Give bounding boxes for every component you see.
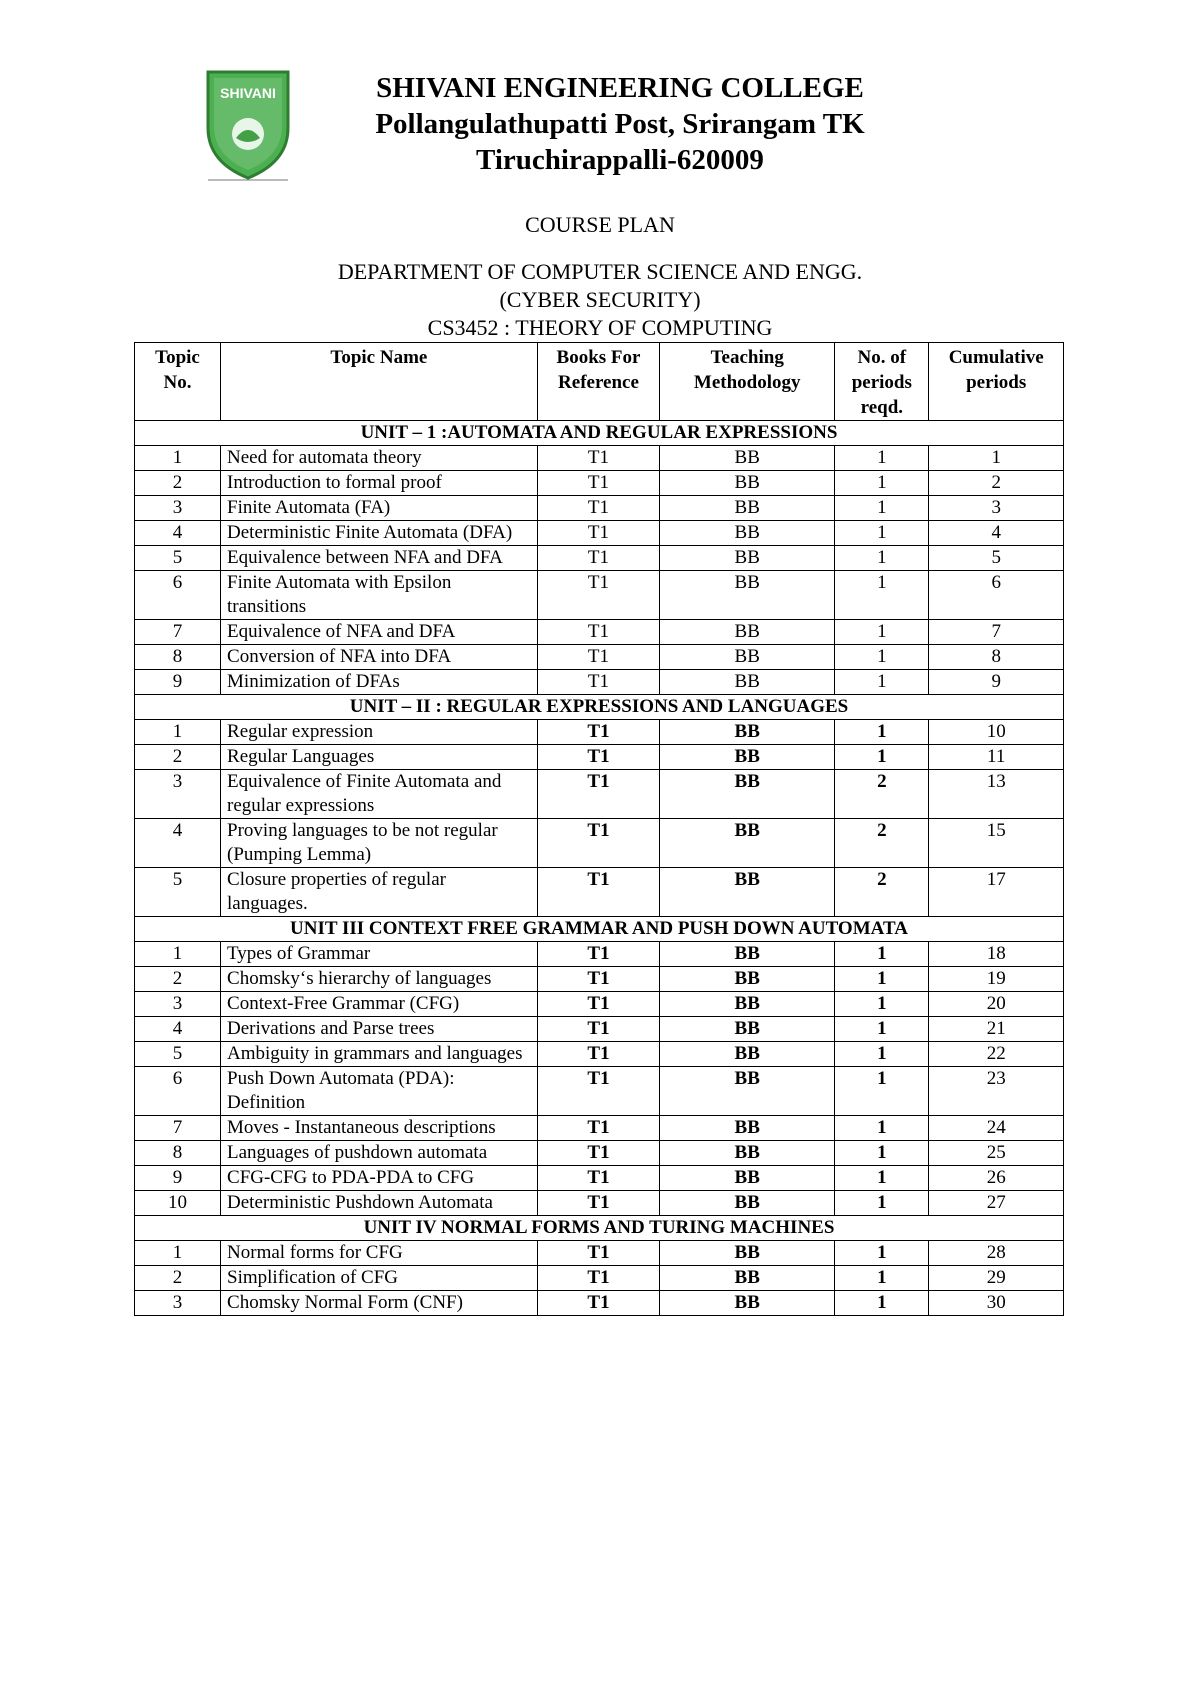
methodology-cell: BB: [660, 1067, 835, 1116]
header-cumulative: Cumulative periods: [929, 343, 1064, 421]
header-periods: No. of periods reqd.: [835, 343, 929, 421]
topic-name-cell: Finite Automata with Epsilon transitions: [221, 571, 538, 620]
course-title: CS3452 : THEORY OF COMPUTING: [427, 315, 773, 340]
table-row: [135, 546, 1064, 571]
topic-name-cell: Equivalence between NFA and DFA: [221, 546, 538, 571]
topic-no-cell: 6: [135, 1067, 221, 1116]
course-plan-table: [134, 342, 1064, 1316]
topic-name-cell: Proving languages to be not regular (Pumping Lemma): [221, 819, 538, 868]
topic-no-cell: 1: [135, 720, 221, 745]
unit-title: UNIT – 1 :AUTOMATA AND REGULAR EXPRESSIONS: [135, 421, 1064, 446]
methodology-cell: BB: [660, 496, 835, 521]
topic-name-cell: Need for automata theory: [221, 446, 538, 471]
methodology-cell: BB: [660, 1241, 835, 1266]
topic-no-cell: 1: [135, 446, 221, 471]
topic-no-cell: 7: [135, 1116, 221, 1141]
topic-name-cell: Deterministic Finite Automata (DFA): [221, 521, 538, 546]
table-row: [135, 1191, 1064, 1216]
book-cell: T1: [537, 745, 659, 770]
book-cell: T1: [537, 496, 659, 521]
periods-cell: 1: [835, 967, 929, 992]
periods-cell: 1: [835, 1042, 929, 1067]
periods-cell: 2: [835, 770, 929, 819]
topic-name-cell: Deterministic Pushdown Automata: [221, 1191, 538, 1216]
table-row: [135, 1241, 1064, 1266]
book-cell: T1: [537, 1141, 659, 1166]
periods-cell: 1: [835, 992, 929, 1017]
cumulative-cell: 11: [929, 745, 1064, 770]
book-cell: T1: [537, 720, 659, 745]
header-methodology: Teaching Methodology: [660, 343, 835, 421]
topic-no-cell: 2: [135, 471, 221, 496]
cumulative-cell: 21: [929, 1017, 1064, 1042]
topic-no-cell: 9: [135, 670, 221, 695]
topic-no-cell: 2: [135, 967, 221, 992]
table-row: [135, 819, 1064, 868]
topic-no-cell: 9: [135, 1166, 221, 1191]
methodology-cell: BB: [660, 1291, 835, 1316]
periods-cell: 1: [835, 942, 929, 967]
college-address-line2: Tiruchirappalli-620009: [476, 144, 764, 176]
methodology-cell: BB: [660, 521, 835, 546]
topic-name-cell: Context-Free Grammar (CFG): [221, 992, 538, 1017]
table-row: [135, 496, 1064, 521]
table-row: [135, 521, 1064, 546]
methodology-cell: BB: [660, 942, 835, 967]
table-row: [135, 770, 1064, 819]
cumulative-cell: 2: [929, 471, 1064, 496]
periods-cell: 1: [835, 1067, 929, 1116]
cumulative-cell: 17: [929, 868, 1064, 917]
header-topic-no: Topic No.: [135, 343, 221, 421]
cumulative-cell: 5: [929, 546, 1064, 571]
methodology-cell: BB: [660, 1166, 835, 1191]
table-body: [135, 421, 1064, 1316]
cumulative-cell: 23: [929, 1067, 1064, 1116]
unit-header-row: [135, 421, 1064, 446]
methodology-cell: BB: [660, 1017, 835, 1042]
methodology-cell: BB: [660, 645, 835, 670]
periods-cell: 1: [835, 521, 929, 546]
specialization: (CYBER SECURITY): [499, 287, 701, 312]
topic-name-cell: Closure properties of regular languages.: [221, 868, 538, 917]
periods-cell: 1: [835, 1291, 929, 1316]
cumulative-cell: 28: [929, 1241, 1064, 1266]
topic-name-cell: Conversion of NFA into DFA: [221, 645, 538, 670]
topic-name-cell: Ambiguity in grammars and languages: [221, 1042, 538, 1067]
topic-no-cell: 8: [135, 1141, 221, 1166]
methodology-cell: BB: [660, 446, 835, 471]
topic-no-cell: 6: [135, 571, 221, 620]
periods-cell: 2: [835, 868, 929, 917]
table-row: [135, 1166, 1064, 1191]
cumulative-cell: 6: [929, 571, 1064, 620]
topic-name-cell: Simplification of CFG: [221, 1266, 538, 1291]
topic-no-cell: 8: [135, 645, 221, 670]
unit-title: UNIT IV NORMAL FORMS AND TURING MACHINES: [135, 1216, 1064, 1241]
table-row: [135, 1266, 1064, 1291]
methodology-cell: BB: [660, 571, 835, 620]
cumulative-cell: 30: [929, 1291, 1064, 1316]
cumulative-cell: 27: [929, 1191, 1064, 1216]
topic-name-cell: CFG-CFG to PDA-PDA to CFG: [221, 1166, 538, 1191]
methodology-cell: BB: [660, 770, 835, 819]
table-row: [135, 446, 1064, 471]
book-cell: T1: [537, 645, 659, 670]
topic-name-cell: Equivalence of Finite Automata and regular expressions: [221, 770, 538, 819]
topic-no-cell: 3: [135, 992, 221, 1017]
periods-cell: 1: [835, 670, 929, 695]
methodology-cell: BB: [660, 1042, 835, 1067]
topic-name-cell: Moves - Instantaneous descriptions: [221, 1116, 538, 1141]
periods-cell: 1: [835, 571, 929, 620]
methodology-cell: BB: [660, 1266, 835, 1291]
periods-cell: 1: [835, 446, 929, 471]
book-cell: T1: [537, 471, 659, 496]
book-cell: T1: [537, 1166, 659, 1191]
book-cell: T1: [537, 1116, 659, 1141]
header-topic-name: Topic Name: [221, 343, 538, 421]
unit-title: UNIT – II : REGULAR EXPRESSIONS AND LANGUAGES: [135, 695, 1064, 720]
cumulative-cell: 20: [929, 992, 1064, 1017]
cumulative-cell: 7: [929, 620, 1064, 645]
periods-cell: 1: [835, 1166, 929, 1191]
methodology-cell: BB: [660, 620, 835, 645]
letterhead: [0, 60, 1200, 190]
methodology-cell: BB: [660, 819, 835, 868]
book-cell: T1: [537, 1266, 659, 1291]
college-block: [300, 70, 940, 178]
cumulative-cell: 22: [929, 1042, 1064, 1067]
unit-title: UNIT III CONTEXT FREE GRAMMAR AND PUSH DOWN AUTOMATA: [135, 917, 1064, 942]
topic-no-cell: 1: [135, 942, 221, 967]
table-row: [135, 1067, 1064, 1116]
cumulative-cell: 9: [929, 670, 1064, 695]
periods-cell: 1: [835, 1116, 929, 1141]
methodology-cell: BB: [660, 745, 835, 770]
cumulative-cell: 29: [929, 1266, 1064, 1291]
topic-no-cell: 2: [135, 1266, 221, 1291]
table-header-row: [135, 343, 1064, 421]
book-cell: T1: [537, 446, 659, 471]
cumulative-cell: 8: [929, 645, 1064, 670]
methodology-cell: BB: [660, 1141, 835, 1166]
book-cell: T1: [537, 546, 659, 571]
book-cell: T1: [537, 1067, 659, 1116]
periods-cell: 2: [835, 819, 929, 868]
topic-name-cell: Chomsky Normal Form (CNF): [221, 1291, 538, 1316]
logo-text: SHIVANI: [220, 85, 276, 101]
topic-name-cell: Introduction to formal proof: [221, 471, 538, 496]
book-cell: T1: [537, 1191, 659, 1216]
topic-name-cell: Normal forms for CFG: [221, 1241, 538, 1266]
cumulative-cell: 25: [929, 1141, 1064, 1166]
table-row: [135, 1141, 1064, 1166]
topic-no-cell: 4: [135, 819, 221, 868]
cumulative-cell: 13: [929, 770, 1064, 819]
table-row: [135, 1042, 1064, 1067]
table-row: [135, 745, 1064, 770]
table-row: [135, 645, 1064, 670]
topic-no-cell: 5: [135, 546, 221, 571]
table-row: [135, 471, 1064, 496]
table-row: [135, 1017, 1064, 1042]
periods-cell: 1: [835, 1241, 929, 1266]
table-row: [135, 992, 1064, 1017]
table-row: [135, 1116, 1064, 1141]
topic-name-cell: Derivations and Parse trees: [221, 1017, 538, 1042]
cumulative-cell: 1: [929, 446, 1064, 471]
book-cell: T1: [537, 770, 659, 819]
book-cell: T1: [537, 992, 659, 1017]
table-row: [135, 942, 1064, 967]
cumulative-cell: 15: [929, 819, 1064, 868]
book-cell: T1: [537, 819, 659, 868]
periods-cell: 1: [835, 496, 929, 521]
topic-no-cell: 1: [135, 1241, 221, 1266]
topic-name-cell: Equivalence of NFA and DFA: [221, 620, 538, 645]
book-cell: T1: [537, 1017, 659, 1042]
book-cell: T1: [537, 521, 659, 546]
header-books: Books For Reference: [537, 343, 659, 421]
periods-cell: 1: [835, 1191, 929, 1216]
periods-cell: 1: [835, 546, 929, 571]
periods-cell: 1: [835, 620, 929, 645]
book-cell: T1: [537, 942, 659, 967]
topic-no-cell: 3: [135, 496, 221, 521]
periods-cell: 1: [835, 1266, 929, 1291]
periods-cell: 1: [835, 745, 929, 770]
methodology-cell: BB: [660, 868, 835, 917]
book-cell: T1: [537, 967, 659, 992]
unit-header-row: [135, 917, 1064, 942]
periods-cell: 1: [835, 645, 929, 670]
cumulative-cell: 19: [929, 967, 1064, 992]
cumulative-cell: 3: [929, 496, 1064, 521]
topic-name-cell: Push Down Automata (PDA): Definition: [221, 1067, 538, 1116]
methodology-cell: BB: [660, 1191, 835, 1216]
methodology-cell: BB: [660, 471, 835, 496]
topic-no-cell: 3: [135, 770, 221, 819]
topic-no-cell: 5: [135, 868, 221, 917]
topic-no-cell: 5: [135, 1042, 221, 1067]
college-logo: [200, 66, 296, 182]
book-cell: T1: [537, 1291, 659, 1316]
table-row: [135, 1291, 1064, 1316]
table-row: [135, 868, 1064, 917]
table-row: [135, 670, 1064, 695]
topic-name-cell: Minimization of DFAs: [221, 670, 538, 695]
topic-name-cell: Types of Grammar: [221, 942, 538, 967]
book-cell: T1: [537, 670, 659, 695]
book-cell: T1: [537, 868, 659, 917]
college-name: SHIVANI ENGINEERING COLLEGE: [376, 72, 864, 104]
topic-name-cell: Chomsky‘s hierarchy of languages: [221, 967, 538, 992]
cumulative-cell: 18: [929, 942, 1064, 967]
document-title: COURSE PLAN: [525, 212, 675, 237]
cumulative-cell: 4: [929, 521, 1064, 546]
cumulative-cell: 10: [929, 720, 1064, 745]
college-address-line1: Pollangulathupatti Post, Srirangam TK: [375, 108, 865, 140]
methodology-cell: BB: [660, 1116, 835, 1141]
topic-no-cell: 3: [135, 1291, 221, 1316]
methodology-cell: BB: [660, 967, 835, 992]
methodology-cell: BB: [660, 670, 835, 695]
book-cell: T1: [537, 620, 659, 645]
book-cell: T1: [537, 1241, 659, 1266]
department-name: DEPARTMENT OF COMPUTER SCIENCE AND ENGG.: [337, 259, 863, 284]
periods-cell: 1: [835, 471, 929, 496]
topic-name-cell: Languages of pushdown automata: [221, 1141, 538, 1166]
periods-cell: 1: [835, 1017, 929, 1042]
table-row: [135, 967, 1064, 992]
topic-no-cell: 2: [135, 745, 221, 770]
table-row: [135, 720, 1064, 745]
book-cell: T1: [537, 571, 659, 620]
topic-no-cell: 4: [135, 1017, 221, 1042]
table-row: [135, 620, 1064, 645]
methodology-cell: BB: [660, 720, 835, 745]
methodology-cell: BB: [660, 546, 835, 571]
cumulative-cell: 26: [929, 1166, 1064, 1191]
table-row: [135, 571, 1064, 620]
unit-header-row: [135, 695, 1064, 720]
topic-name-cell: Regular Languages: [221, 745, 538, 770]
topic-name-cell: Finite Automata (FA): [221, 496, 538, 521]
topic-name-cell: Regular expression: [221, 720, 538, 745]
periods-cell: 1: [835, 720, 929, 745]
topic-no-cell: 7: [135, 620, 221, 645]
department-block: [0, 258, 1200, 342]
periods-cell: 1: [835, 1141, 929, 1166]
topic-no-cell: 4: [135, 521, 221, 546]
book-cell: T1: [537, 1042, 659, 1067]
topic-no-cell: 10: [135, 1191, 221, 1216]
unit-header-row: [135, 1216, 1064, 1241]
methodology-cell: BB: [660, 992, 835, 1017]
cumulative-cell: 24: [929, 1116, 1064, 1141]
